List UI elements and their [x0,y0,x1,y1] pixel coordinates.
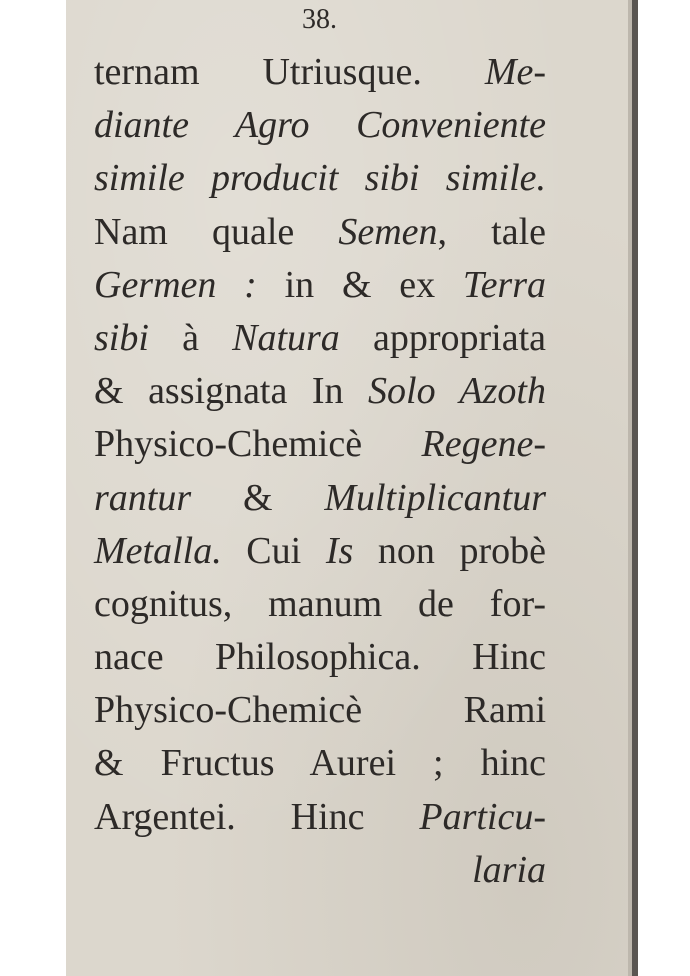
text-line [94,737,546,790]
text-line [94,791,546,844]
text-line [94,844,546,897]
roman-text-run: Physico-Chemicè [94,423,422,466]
italic-text-run: laria [472,848,546,891]
text-line [94,365,546,418]
roman-text-run: appropriata [339,316,546,359]
roman-text-run: à [148,316,233,359]
italic-text-run: Natura [232,316,340,359]
roman-text-run: , tale [437,210,546,253]
text-line [94,152,546,205]
text-line [94,206,546,259]
italic-text-run: simile producit sibi simile. [94,157,546,200]
italic-text-run: Regene- [421,423,546,466]
roman-text-run: Argentei. Hinc [94,795,420,838]
text-line [94,525,546,578]
text-line [94,684,546,737]
roman-text-run: in & ex [256,263,463,306]
italic-text-run: Is [325,529,354,572]
italic-text-run: Terra [462,263,547,306]
italic-text-run: diante Agro Conveniente [94,104,546,147]
italic-text-run: Me- [484,51,546,93]
roman-text-run: & assignata In [94,370,369,413]
italic-text-run: Metalla. [94,529,222,572]
roman-text-run: Physico-Chemicè Rami [94,689,546,732]
roman-text-run: Cui [221,529,326,572]
page-text-block [94,46,546,897]
roman-text-run: ternam Utriusque. [94,51,485,93]
italic-text-run: rantur [94,476,192,519]
italic-text-run: Germen : [94,263,257,306]
text-line [94,99,546,152]
roman-text-run: Nam quale [94,210,339,253]
roman-text-run: & [191,476,325,519]
page-edge-shadow [632,0,638,976]
text-line [94,312,546,365]
text-line [94,631,546,684]
text-line [94,418,546,471]
roman-text-run: non probè [353,529,546,572]
text-line [94,578,546,631]
italic-text-run: sibi [94,316,149,359]
roman-text-run: nace Philosophica. Hinc [94,636,546,679]
italic-text-run: Solo Azoth [368,370,546,413]
roman-text-run: cognitus, manum de for- [94,582,546,625]
italic-text-run: Particu- [419,795,546,838]
text-line [94,472,546,525]
italic-text-run: Semen [338,210,438,253]
roman-text-run: & Fructus Aurei ; hinc [94,742,546,785]
text-line [94,259,546,312]
page-number: 38. [302,4,337,35]
text-line [94,46,546,99]
italic-text-run: Multiplicantur [324,476,546,519]
